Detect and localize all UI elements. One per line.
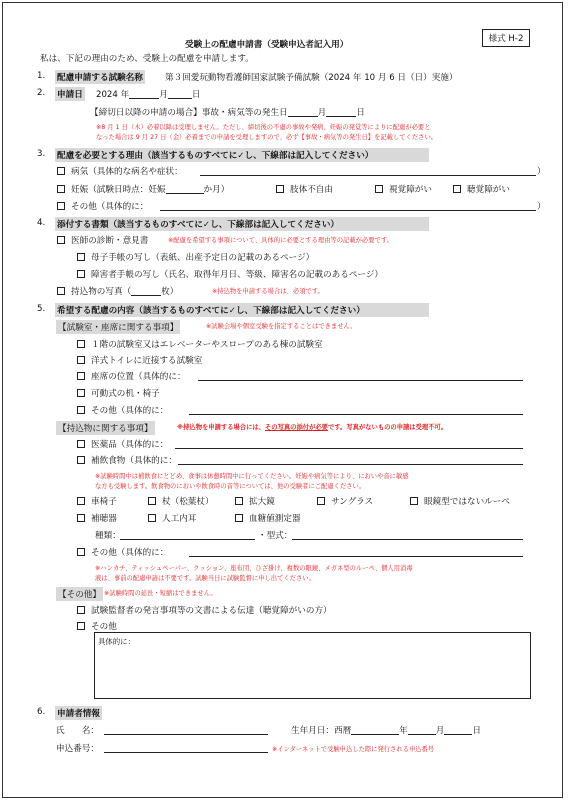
misc-1-checkbox[interactable] [77,606,85,614]
disability-label: 障害者手帳の写し（氏名、取得年月日、等級、障害名の記載のあるページ） [91,270,384,280]
months-label: か月） [203,185,230,195]
late-occurrence-label: 【締切日以降の申請の場合】事故・病気等の発生日 [90,108,288,118]
bring-sunglasses-option[interactable] [317,495,373,507]
doctor-label: 医師の診断・意見書 [71,236,149,246]
loupe-label: 眼鏡型ではないルーペ [424,497,510,507]
section-2-number: 2. [37,88,46,98]
wheelchair-checkbox[interactable] [77,497,85,505]
doctor-note: ※配慮を希望する事項について、具体的に必要とする理由等の記載が必要です。 [168,237,393,244]
doc-maternal-option[interactable] [77,251,314,263]
bring-note-c: です。写真がないものの申請は受理不可。 [327,424,448,431]
birth-year-blank[interactable] [351,725,399,735]
reason-hearing-option[interactable] [453,183,510,195]
room-option-3[interactable] [77,370,186,382]
intro-text: 私は、下記の理由のため、受験上の配慮を申請します。 [40,54,254,64]
reason-other-option[interactable] [57,200,148,212]
sunglasses-checkbox[interactable] [317,497,325,505]
misc-detail-label: 具体的に： [98,637,135,646]
room-option-1[interactable] [77,338,323,350]
bring-other-option[interactable] [77,546,168,558]
photo-unit: 枚） [161,287,179,297]
late-month-blank[interactable] [288,107,318,117]
reason-other-label: その他（具体的に： [71,202,149,212]
section-3-number: 3. [37,149,46,159]
reason-illness-option[interactable] [57,165,183,177]
birth-year-unit: 年 [399,726,408,736]
maternal-checkbox[interactable] [77,253,85,261]
section-5-number: 5. [37,304,46,314]
cane-checkbox[interactable] [148,497,156,505]
pregnancy-checkbox[interactable] [57,185,65,193]
hearing-aid-label: 補聴器 [91,514,117,524]
section-6-heading: 申請者情報 [55,706,102,720]
bring-hearing-aid-option[interactable] [77,512,117,524]
reason-limb-option[interactable] [276,183,333,195]
food-blank[interactable] [178,464,523,465]
food-note-2: な方も受験します。飲食物のにおいや飲食時の音等については、他の受験者にご配慮ください。 [95,483,366,490]
bring-other-label: その他（具体的に： [91,548,169,558]
birth-month-blank[interactable] [408,725,436,735]
application-number-note: ※インターネットで受験申込した際に発行される申込番号 [272,746,435,753]
birth-date-field[interactable] [291,724,481,736]
room-option-5[interactable] [77,404,168,416]
application-number-blank[interactable] [104,752,268,753]
implant-checkbox[interactable] [148,514,156,522]
section-1-number: 1. [37,71,46,81]
reason-other-close: ） [537,202,546,212]
photo-note: ※持込物を申請する場合は、必須です。 [212,288,324,295]
deadline-note-2: なった場合は 9 月 27 日（金）必着までの申請を受理しますので、必ず【事故・病気等の発生日】を記載してください。 [96,134,438,141]
hearing-checkbox[interactable] [453,185,461,193]
bring-subheading: 【持込物に関する事項】 [56,421,155,435]
room-option-2[interactable] [77,354,202,366]
misc-option-2[interactable] [77,620,117,632]
medicine-label: 医薬品（具体的に： [91,440,169,450]
bring-other-note-2: 液は、事前の配慮申請は不要です。試験当日に試験監督に申し出てください。 [95,575,315,582]
birth-month-unit: 月 [435,726,445,736]
bring-note [177,422,447,431]
section-3-heading: 配慮を必要とする理由（該当するものすべてに✓し、下線部は記入してください） [55,148,429,162]
pregnancy-label: 妊娠（試験日時点：妊娠 [71,185,166,195]
doctor-checkbox[interactable] [57,236,65,244]
cane-label: 杖（松葉杖） [162,497,214,507]
photo-label: 持込物の写真（ [71,287,132,297]
section-6-number: 6. [37,707,46,717]
misc-option-1[interactable] [77,604,332,616]
glucose-label: 血糖値測定器 [249,514,301,524]
sunglasses-label: サングラス [331,497,374,507]
photo-checkbox[interactable] [57,287,65,295]
bring-medicine-option[interactable] [77,438,168,450]
bring-magnifier-option[interactable] [235,495,275,507]
medicine-checkbox[interactable] [77,440,85,448]
late-month-label: 月 [317,108,327,118]
application-date-field[interactable] [96,88,200,100]
illness-blank[interactable] [200,175,536,176]
room-note: ※試験会場や個室受験を指定することはできません。 [206,323,357,330]
device-model-blank[interactable] [292,539,523,540]
room-subheading: 【試験室・座席に関する事項】 [56,320,180,334]
birth-day-blank[interactable] [444,725,472,735]
food-note-1: ※試験時間中は補飲食にとどめ、食事は休憩時間中に行ってください。妊娠や病気等により、においや音に敏感 [95,473,409,480]
room-4-checkbox[interactable] [77,389,85,397]
application-day-label: 日 [191,90,201,100]
room-4-label: 可動式の机・椅子 [91,389,160,399]
bring-cane-option[interactable] [148,495,214,507]
device-kind-label: 種類： [95,531,121,541]
room-2-label: 洋式トイレに近接する試験室 [91,356,203,366]
bring-other-checkbox[interactable] [77,548,85,556]
food-label: 補飲食物（具体的に： [91,456,177,466]
bring-note-a: ※持込物を申請する場合には、 [177,424,265,431]
deadline-note-1: ※8 月 1 日（木）必着以降は受理しません。ただし、締切後の不慮の事故や発病、妊娠の発覚等によりに配慮が必要と [96,124,431,131]
reason-other-blank[interactable] [160,210,536,211]
bring-other-note-1: ※ハンカチ、ティッシュペーパー、クッション、座布団、ひざ掛け、複数の眼鏡、メガネ型のルーペ、個人用消毒 [95,565,413,572]
pregnancy-months-blank[interactable] [166,184,204,194]
visual-label: 視覚障がい [389,185,432,195]
limb-checkbox[interactable] [276,185,284,193]
reason-visual-option[interactable] [375,183,432,195]
seat-position-blank[interactable] [198,380,523,381]
glucose-checkbox[interactable] [235,514,243,522]
late-day-label: 日 [356,108,365,118]
bring-food-option[interactable] [77,454,177,466]
birth-day-unit: 日 [472,726,481,736]
bring-implant-option[interactable] [148,512,196,524]
food-checkbox[interactable] [77,456,85,464]
misc-2-checkbox[interactable] [77,622,85,630]
room-5-label: その他（具体的に： [91,406,169,416]
magnifier-label: 拡大鏡 [249,497,275,507]
device-kind-blank[interactable] [120,539,255,540]
room-5-checkbox[interactable] [77,406,85,414]
device-model-label: ・型式： [258,531,293,541]
application-number-label: 申込番号： [56,744,99,754]
wheelchair-label: 車椅子 [91,497,117,507]
room-1-label: １階の試験室又はエレベーターやスロープのある棟の試験室 [91,340,323,350]
magnifier-checkbox[interactable] [235,497,243,505]
misc-note: ※試験時間の延長・短縮はできません。 [104,590,217,597]
misc-2-label: その他 [91,622,117,632]
room-3-checkbox[interactable] [77,372,85,380]
illness-close: ） [537,167,546,177]
page-title: 受験上の配慮申請書（受験申込者記入用） [185,40,349,50]
room-3-label: 座席の位置（具体的に： [91,372,186,382]
room-option-4[interactable] [77,387,160,399]
section-1-heading: 配慮申請する試験名称 [55,70,145,84]
illness-checkbox[interactable] [57,167,65,175]
birth-label: 生年月日：西暦 [291,726,352,736]
limb-label: 肢体不自由 [290,185,333,195]
misc-subheading: 【その他】 [56,587,103,601]
medicine-blank[interactable] [175,448,523,449]
illness-label: 病気（具体的な病名や症状： [71,167,183,177]
bring-glucose-option[interactable] [235,512,301,524]
room-2-checkbox[interactable] [77,356,85,364]
form-code: 様式 H-2 [482,29,530,47]
reason-other-checkbox[interactable] [57,202,65,210]
application-year: 2024 年 [96,90,130,100]
visual-checkbox[interactable] [375,185,383,193]
room-other-blank[interactable] [189,414,523,415]
room-1-checkbox[interactable] [77,340,85,348]
section-4-heading: 添付する書類（該当するものすべてに✓し、下線部は記入してください） [55,217,429,231]
misc-1-label: 試験監督者の発言事項等の文書による伝達（聴覚障がいの方） [91,606,332,616]
doc-photo-option[interactable] [57,285,178,297]
late-occurrence-date-field[interactable] [90,106,365,118]
maternal-label: 母子手帳の写し（表紙、出産予定日の記載のあるページ） [91,253,315,263]
bring-note-b: その写真の添付が必要 [264,424,328,431]
late-day-blank[interactable] [326,107,356,117]
bring-other-blank[interactable] [189,556,523,557]
bring-loupe-option[interactable] [410,495,510,507]
misc-detail-box[interactable] [94,632,531,699]
name-blank[interactable] [104,734,268,735]
doc-disability-option[interactable] [77,268,383,280]
application-month-label: 月 [159,90,168,100]
doc-doctor-option[interactable] [57,234,148,246]
section-5-heading: 希望する配慮の内容（該当するものすべてに✓し、下線部は記入してください） [55,303,429,317]
exam-name-value: 第３回愛玩動物看護師国家試験予備試験（2024 年 10 月 6 日（日）実施） [165,73,458,83]
hearing-aid-checkbox[interactable] [77,514,85,522]
photo-count-blank[interactable] [131,286,161,296]
reason-pregnancy-option[interactable] [57,183,229,195]
name-label: 氏 名： [56,726,99,736]
disability-checkbox[interactable] [77,270,85,278]
implant-label: 人工内耳 [162,514,197,524]
section-2-heading: 申請日 [55,87,85,101]
section-4-number: 4. [37,218,46,228]
bring-wheelchair-option[interactable] [77,495,117,507]
application-month-blank[interactable] [129,89,159,99]
loupe-checkbox[interactable] [410,497,418,505]
application-day-blank[interactable] [168,89,192,99]
hearing-label: 聴覚障がい [467,185,510,195]
